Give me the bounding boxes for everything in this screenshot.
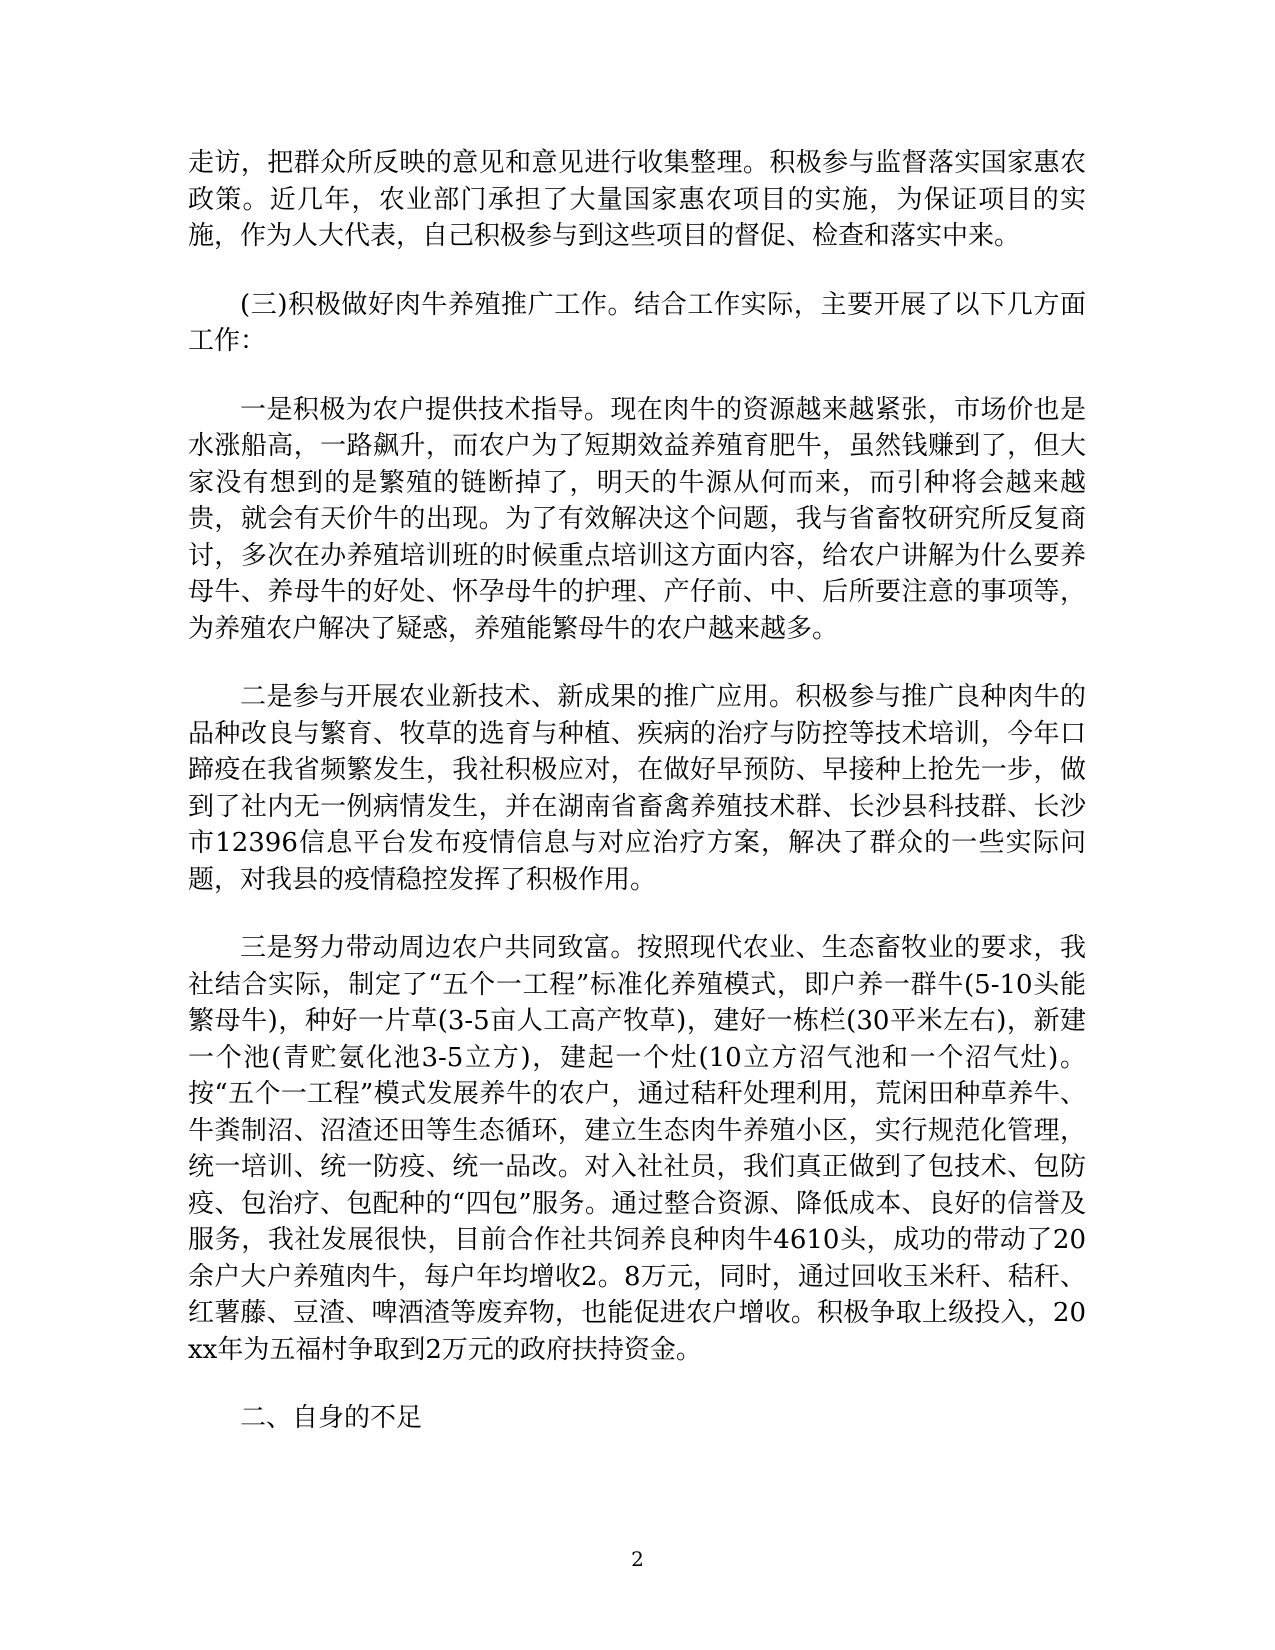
paragraph-section-three: (三)积极做好肉牛养殖推广工作。结合工作实际，主要开展了以下几方面工作： (188, 289, 1086, 356)
page-content (188, 145, 1086, 1437)
page-number: 2 (631, 1547, 644, 1571)
section-heading: 二、自身的不足 (240, 1403, 423, 1433)
paragraph-common-prosperity: 三是努力带动周边农户共同致富。按照现代农业、生态畜牧业的要求，我社结合实际，制定了“五个一工程”标准化养殖模式，即户养一群牛(5-10头能繁母牛)，种好一片草(3-5亩人工高产牧草)，建好一栋栏(30平米左右)，新建一个池(青贮氨化池3-5立方)，建起一个灶(10立方沼气池和一个沼气灶)。按“五个一工程”模式发展养牛的农户，通过秸秆处理利用，荒闲田种草养牛、牛粪制沼、沼渣还田等生态循环，建立生态肉牛养殖小区，实行规范化管理，统一培训、统一防疫、统一品改。对入社社员，我们真正做到了包技术、包防疫、包治疗、包配种的“四包”服务。通过整合资源、降低成本、良好的信誉及服务，我社发展很快，目前合作社共饲养良种肉牛4610头，成功的带动了20余户大户养殖肉牛，每户年均增收2。8万元，同时，通过回收玉米秆、秸秆、红薯藤、豆渣、啤酒渣等废弃物，也能促进农户增收。积极争取上级投入，20xx年为五福村争取到2万元的政府扶持资金。 (188, 933, 1086, 1365)
paragraph-intro-continuation: 走访，把群众所反映的意见和意见进行收集整理。积极参与监督落实国家惠农政策。近几年，农业部门承担了大量国家惠农项目的实施，为保证项目的实施，作为人大代表，自己积极参与到这些项目的督促、检查和落实中来。 (188, 148, 1086, 251)
paragraph-new-technology: 二是参与开展农业新技术、新成果的推广应用。积极参与推广良种肉牛的品种改良与繁育、牧草的选育与种植、疾病的治疗与防控等技术培训，今年口蹄疫在我省频繁发生，我社积极应对，在做好早预防、早接种上抢先一步，做到了社内无一例病情发生，并在湖南省畜禽养殖技术群、长沙县科技群、长沙市12396信息平台发布疫情信息与对应治疗方案，解决了群众的一些实际问题，对我县的疫情稳控发挥了积极作用。 (188, 682, 1086, 895)
paragraph-technical-guidance: 一是积极为农户提供技术指导。现在肉牛的资源越来越紧张，市场价也是水涨船高，一路飙升，而农户为了短期效益养殖育肥牛，虽然钱赚到了，但大家没有想到的是繁殖的链断掉了，明天的牛源从何而来，而引种将会越来越贵，就会有天价牛的出现。为了有效解决这个问题，我与省畜牧研究所反复商讨，多次在办养殖培训班的时候重点培训这方面内容，给农户讲解为什么要养母牛、养母牛的好处、怀孕母牛的护理、产仔前、中、后所要注意的事项等，为养殖农户解决了疑惑，养殖能繁母牛的农户越来越多。 (188, 394, 1086, 644)
